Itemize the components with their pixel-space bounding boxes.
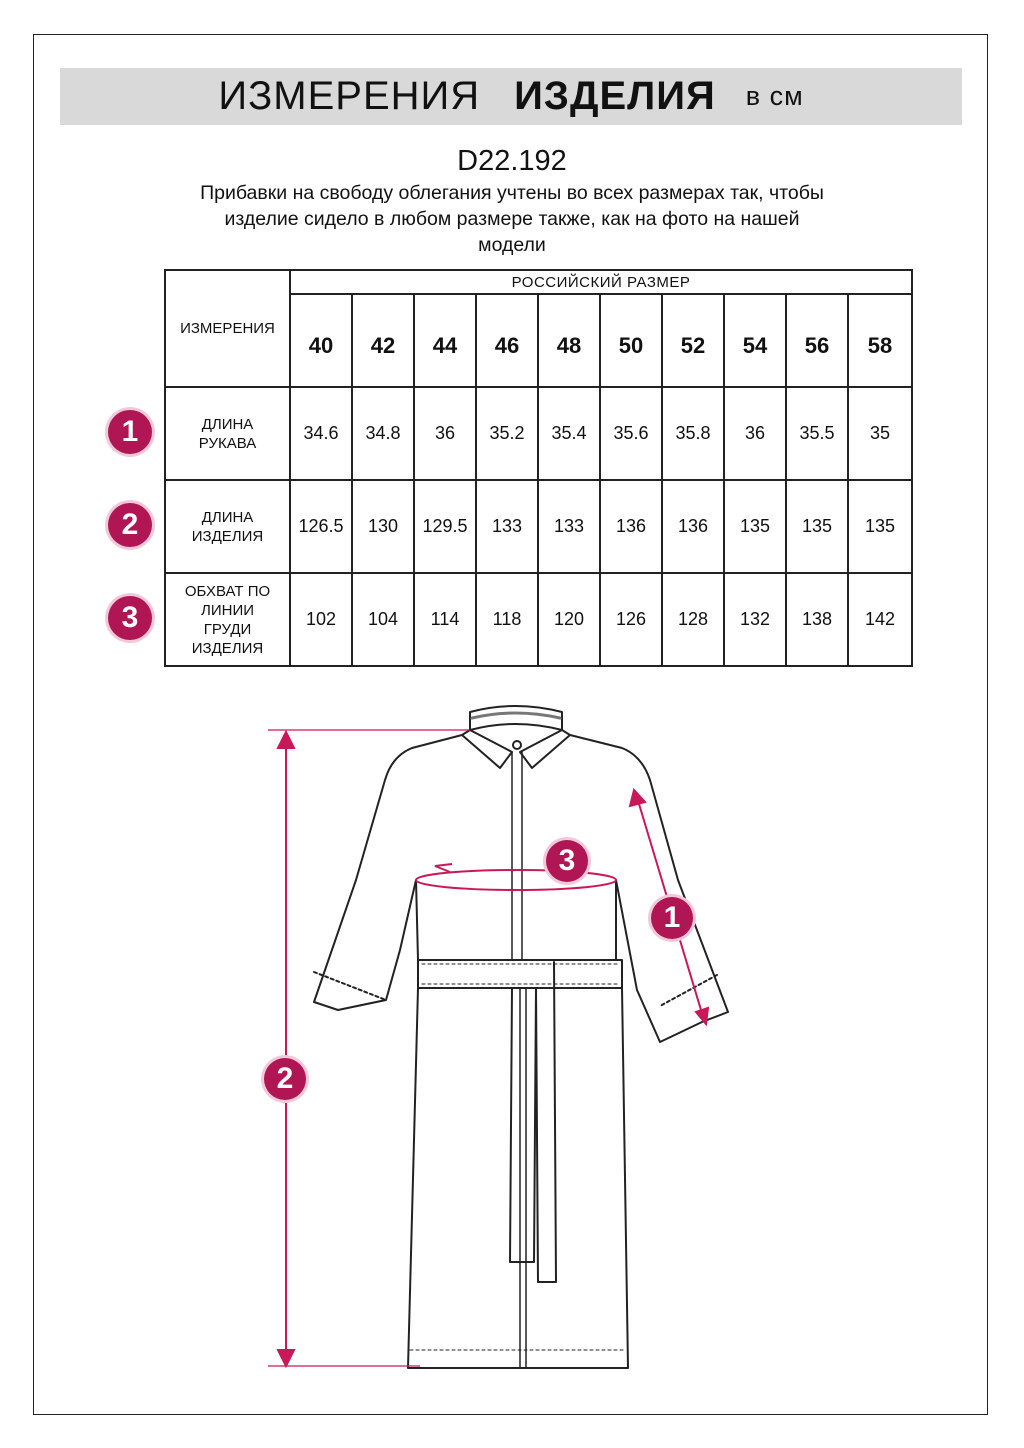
size-cell: 56 [786, 294, 848, 387]
value-cell: 136 [662, 480, 724, 573]
size-cell: 40 [290, 294, 352, 387]
value-cell: 120 [538, 573, 600, 666]
size-cell: 54 [724, 294, 786, 387]
value-cell: 35.2 [476, 387, 538, 480]
value-cell: 133 [538, 480, 600, 573]
value-cell: 126.5 [290, 480, 352, 573]
value-cell: 136 [600, 480, 662, 573]
row-badge-sleeve: 1 [108, 410, 152, 454]
measure-header-cell: ИЗМЕРЕНИЯ [165, 270, 290, 387]
value-cell: 35.6 [600, 387, 662, 480]
diagram-marker-length: 2 [264, 1058, 306, 1100]
value-cell: 36 [414, 387, 476, 480]
row-label-line: ЛИНИИ [200, 601, 255, 619]
size-cell: 44 [414, 294, 476, 387]
value-cell: 35.5 [786, 387, 848, 480]
row-badge-chest: 3 [108, 596, 152, 640]
value-cell: 104 [352, 573, 414, 666]
fit-note-line: изделие сидело в любом размере также, как на фото на нашей [224, 208, 800, 230]
title-part-measurements: ИЗМЕРЕНИЯ [218, 74, 481, 118]
value-cell: 34.6 [290, 387, 352, 480]
title-part-product: ИЗДЕЛИЯ [514, 74, 716, 118]
value-cell: 132 [724, 573, 786, 666]
row-label-line: ИЗДЕЛИЯ [191, 527, 264, 545]
row-label-line: РУКАВА [198, 434, 257, 452]
size-group-header: РОССИЙСКИЙ РАЗМЕР [290, 270, 912, 294]
diagram-marker-sleeve: 1 [651, 897, 693, 939]
value-cell: 138 [786, 573, 848, 666]
row-label-line: ОБХВАТ ПО [184, 582, 271, 600]
value-cell: 114 [414, 573, 476, 666]
value-cell: 130 [352, 480, 414, 573]
title-unit: в см [745, 81, 804, 111]
value-cell: 118 [476, 573, 538, 666]
diagram-marker-chest: 3 [546, 840, 588, 882]
value-cell: 135 [848, 480, 912, 573]
row-label-line: ИЗДЕЛИЯ [191, 639, 264, 657]
value-cell: 35.8 [662, 387, 724, 480]
size-cell: 50 [600, 294, 662, 387]
value-cell: 128 [662, 573, 724, 666]
value-cell: 34.8 [352, 387, 414, 480]
value-cell: 133 [476, 480, 538, 573]
size-cell: 48 [538, 294, 600, 387]
value-cell: 35 [848, 387, 912, 480]
fit-note-line: модели [478, 234, 546, 256]
value-cell: 102 [290, 573, 352, 666]
row-label-line: ДЛИНА [201, 508, 254, 526]
value-cell: 36 [724, 387, 786, 480]
value-cell: 142 [848, 573, 912, 666]
size-cell: 46 [476, 294, 538, 387]
product-code: D22.192 [457, 145, 567, 177]
size-cell: 58 [848, 294, 912, 387]
value-cell: 126 [600, 573, 662, 666]
value-cell: 135 [786, 480, 848, 573]
size-cell: 52 [662, 294, 724, 387]
size-cell: 42 [352, 294, 414, 387]
value-cell: 135 [724, 480, 786, 573]
value-cell: 129.5 [414, 480, 476, 573]
row-label-line: ГРУДИ [203, 620, 252, 638]
value-cell: 35.4 [538, 387, 600, 480]
row-badge-length: 2 [108, 503, 152, 547]
row-label-line: ДЛИНА [201, 415, 254, 433]
fit-note-line: Прибавки на свободу облегания учтены во всех размерах так, чтобы [200, 182, 824, 204]
